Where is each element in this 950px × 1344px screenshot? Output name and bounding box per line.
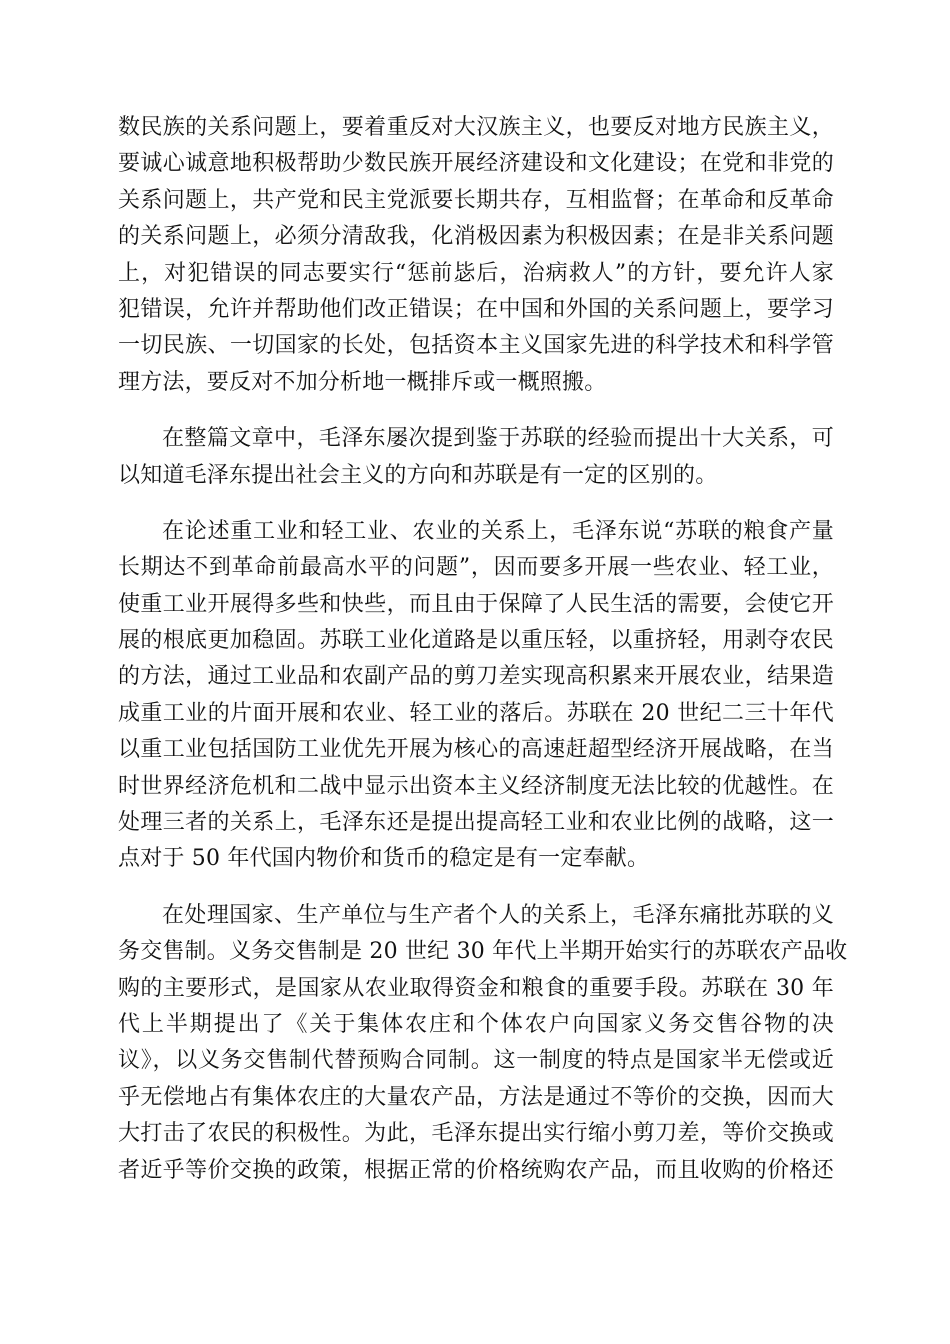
paragraph-2 [118, 421, 834, 494]
text-line: 长期达不到革命前最高水平的问题”，因而要多开展一些农业、轻工业， [118, 555, 834, 581]
text-line: 者近乎等价交换的政策，根据正常的价格统购农产品，而且收购的价格还 [118, 1157, 834, 1183]
text-line: 的关系问题上，必须分清敌我，化消极因素为积极因素；在是非关系问题 [118, 224, 834, 250]
text-line: 关系问题上，共产党和民主党派要长期共存，互相监督；在革命和反革命 [118, 187, 834, 213]
text-line: 以知道毛泽东提出社会主义的方向和苏联是有一定的区别的。 [118, 462, 718, 488]
paragraph-3 [118, 514, 834, 878]
text-line: 务交售制。义务交售制是 20 世纪 30 年代上半期开始实行的苏联农产品收 [118, 939, 848, 965]
paragraph-1 [118, 110, 834, 401]
text-line: 要诚心诚意地积极帮助少数民族开展经济建设和文化建设；在党和非党的 [118, 151, 834, 177]
text-line: 点对于 50 年代国内物价和货币的稳定是有一定奉献。 [118, 846, 650, 872]
text-line: 犯错误，允许并帮助他们改正错误；在中国和外国的关系问题上，要学习 [118, 296, 834, 322]
text-line: 理方法，要反对不加分析地一概排斥或一概照搬。 [118, 369, 607, 395]
text-line: 在处理国家、生产单位与生产者个人的关系上，毛泽东痛批苏联的义 [162, 902, 834, 928]
text-line: 在整篇文章中，毛泽东屡次提到鉴于苏联的经验而提出十大关系，可 [162, 426, 834, 452]
text-line: 使重工业开展得多些和快些，而且由于保障了人民生活的需要，会使它开 [118, 591, 834, 617]
text-line: 成重工业的片面开展和农业、轻工业的落后。苏联在 20 世纪二三十年代 [118, 700, 834, 726]
text-line: 上，对犯错误的同志要实行“惩前毖后，治病救人”的方针，要允许人家 [118, 260, 834, 286]
text-line: 购的主要形式，是国家从农业取得资金和粮食的重要手段。苏联在 30 年 [118, 975, 834, 1001]
text-line: 数民族的关系问题上，要着重反对大汉族主义，也要反对地方民族主义， [118, 115, 834, 140]
text-line: 一切民族、一切国家的长处，包括资本主义国家先进的科学技术和科学管 [118, 333, 834, 359]
text-line: 议》，以义务交售制代替预购合同制。这一制度的特点是国家半无偿或近 [118, 1048, 834, 1074]
document-body [118, 110, 848, 1209]
text-line: 的方法，通过工业品和农副产品的剪刀差实现高积累来开展农业，结果造 [118, 664, 834, 690]
text-line: 时世界经济危机和二战中显示出资本主义经济制度无法比较的优越性。在 [118, 773, 834, 799]
text-line: 代上半期提出了《关于集体农庄和个体农户向国家义务交售谷物的决 [118, 1011, 834, 1037]
text-line: 乎无偿地占有集体农庄的大量农产品，方法是通过不等价的交换，因而大 [118, 1084, 834, 1110]
text-line: 以重工业包括国防工业优先开展为核心的高速赶超型经济开展战略，在当 [118, 737, 834, 763]
text-line: 处理三者的关系上，毛泽东还是提出提高轻工业和农业比例的战略，这一 [118, 810, 834, 836]
text-line: 展的根底更加稳固。苏联工业化道路是以重压轻，以重挤轻，用剥夺农民 [118, 628, 834, 654]
text-line: 在论述重工业和轻工业、农业的关系上，毛泽东说“苏联的粮食产量 [162, 518, 834, 544]
text-line: 大打击了农民的积极性。为此，毛泽东提出实行缩小剪刀差，等价交换或 [118, 1121, 834, 1147]
paragraph-4 [118, 898, 848, 1189]
